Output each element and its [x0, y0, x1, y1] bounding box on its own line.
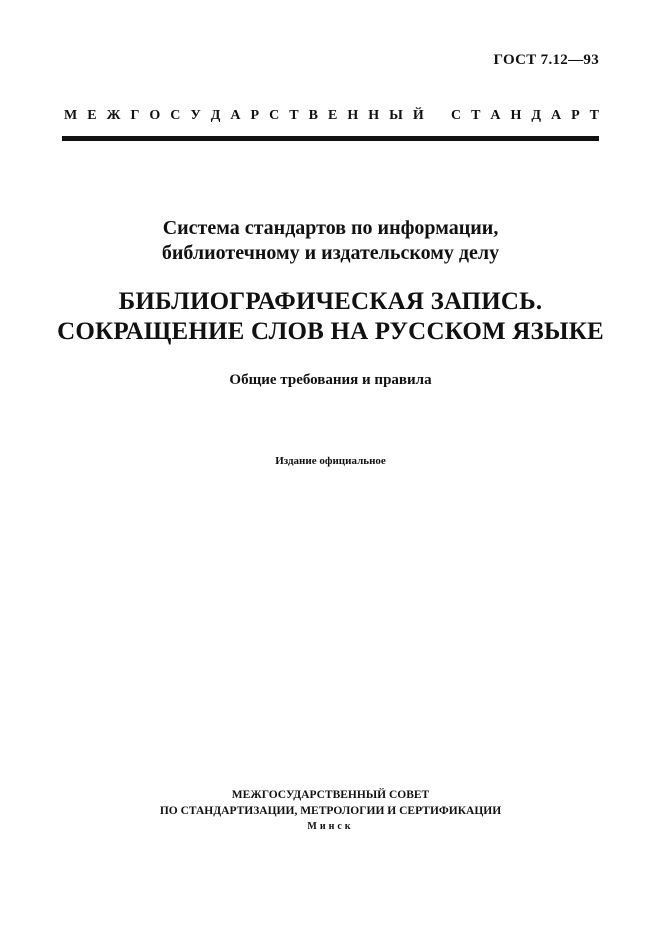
heading-letter: Й — [412, 108, 424, 123]
heading-letter: А — [230, 108, 241, 123]
publisher-block — [0, 787, 661, 835]
document-title-line-1: БИБЛИОГРАФИЧЕСКАЯ ЗАПИСЬ. — [118, 288, 543, 315]
standard-type-heading — [64, 108, 599, 124]
heading-letter: Т — [289, 108, 299, 123]
publisher-line-1: МЕЖГОСУДАРСТВЕННЫЙ СОВЕТ — [231, 789, 430, 801]
heading-letter: С — [170, 108, 181, 123]
heading-letter: А — [550, 108, 562, 123]
heading-letter: А — [490, 108, 501, 123]
heading-letter: Т — [589, 108, 599, 123]
document-title — [0, 287, 661, 347]
heading-letter: С — [451, 108, 462, 123]
document-code: ГОСТ 7.12—93 — [493, 52, 599, 68]
standard-type-word-1 — [64, 108, 424, 124]
heading-letter: Т — [471, 108, 481, 123]
series-title — [0, 216, 661, 266]
document-title-line-2: СОКРАЩЕНИЕ СЛОВ НА РУССКОМ ЯЗЫКЕ — [57, 318, 604, 345]
heading-letter: Ж — [106, 108, 121, 123]
heading-letter: Д — [210, 108, 221, 123]
heading-letter: Г — [130, 108, 140, 123]
heading-letter: Н — [510, 108, 522, 123]
series-title-line-1: Система стандартов по информации, — [162, 217, 499, 239]
heading-letter: С — [269, 108, 280, 123]
publisher-line-2: ПО СТАНДАРТИЗАЦИИ, МЕТРОЛОГИИ И СЕРТИФИКАЦИИ — [159, 805, 502, 817]
series-title-line-2: библиотечному и издательскому делу — [161, 242, 500, 264]
heading-letter: Е — [87, 108, 97, 123]
header-divider — [62, 136, 599, 141]
heading-letter: Д — [531, 108, 541, 123]
heading-letter: Р — [250, 108, 260, 123]
heading-letter: Н — [347, 108, 359, 123]
heading-letter: У — [190, 108, 201, 123]
publisher-city: Минск — [307, 821, 354, 832]
heading-letter: Е — [327, 108, 338, 123]
heading-letter: Р — [571, 108, 580, 123]
heading-letter: В — [308, 108, 318, 123]
heading-letter: Ы — [389, 108, 403, 123]
edition-note: Издание официальное — [275, 455, 386, 467]
heading-letter: О — [149, 108, 161, 123]
heading-letter: М — [64, 108, 78, 123]
heading-letter: Н — [368, 108, 380, 123]
standard-type-word-2 — [451, 108, 599, 124]
document-subtitle: Общие требования и правила — [229, 372, 432, 388]
